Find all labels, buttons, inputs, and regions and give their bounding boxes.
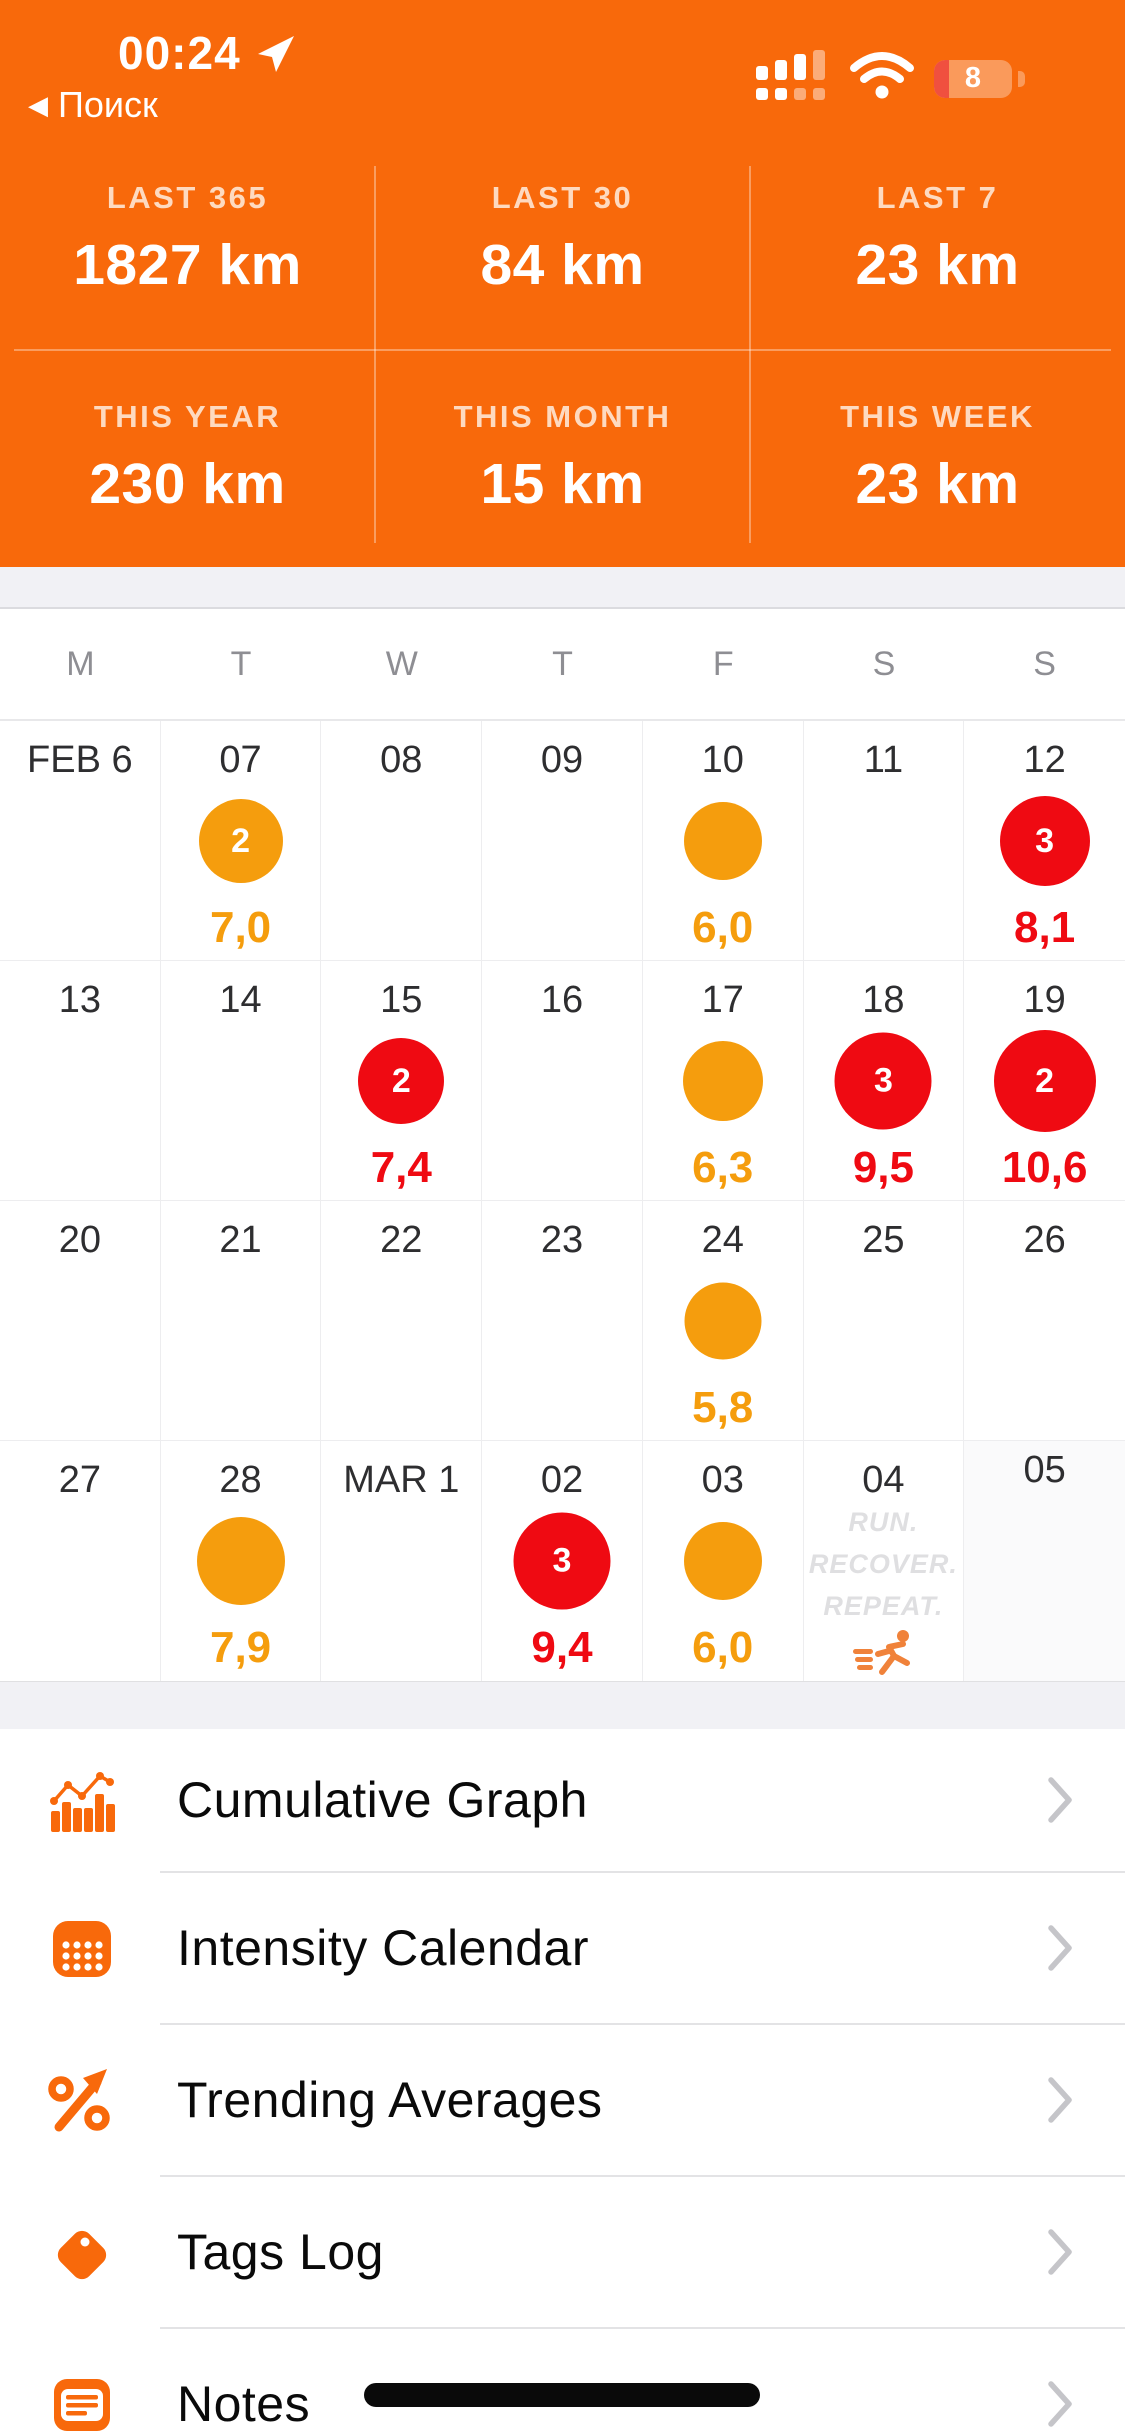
weekday-header-row xyxy=(0,609,1125,721)
day-number: 08 xyxy=(380,739,423,781)
calendar-day-cell[interactable] xyxy=(0,1441,161,1681)
home-indicator[interactable] xyxy=(364,2383,760,2407)
notes-icon xyxy=(47,2369,117,2436)
day-number: 02 xyxy=(540,1459,584,1501)
day-number: 12 xyxy=(1023,739,1066,781)
stat-label: THIS WEEK xyxy=(840,398,1035,434)
distance-value: 9,5 xyxy=(852,1143,914,1192)
day-number: 13 xyxy=(58,979,101,1021)
activity-count: 2 xyxy=(391,1061,411,1100)
stat-value: 23 km xyxy=(855,233,1020,298)
activity-count: 2 xyxy=(231,821,251,860)
menu-item-label: Trending Averages xyxy=(177,2072,603,2128)
chevron-right-icon xyxy=(1047,2228,1073,2276)
status-time: 00:24 xyxy=(118,27,241,79)
battery-icon xyxy=(934,60,1012,98)
calendar-day-cell[interactable] xyxy=(0,721,161,961)
calendar-day-cell[interactable] xyxy=(0,1201,161,1441)
day-number: 21 xyxy=(219,1219,262,1261)
stat-value: 23 km xyxy=(855,451,1020,516)
calendar-day-cell[interactable] xyxy=(0,961,161,1201)
stat-last-365 xyxy=(0,130,375,349)
activity-circle[interactable] xyxy=(1000,796,1090,886)
section-gap xyxy=(0,567,1125,609)
day-number: 18 xyxy=(862,979,905,1021)
calendar-day-cell[interactable] xyxy=(643,961,804,1201)
activity-count: 3 xyxy=(873,1061,893,1100)
day-number: 10 xyxy=(701,739,744,781)
stat-value: 84 km xyxy=(480,233,645,298)
activity-circle[interactable] xyxy=(513,1513,610,1610)
menu-item-trending-averages[interactable] xyxy=(0,2025,1125,2175)
stat-label: LAST 365 xyxy=(106,180,269,216)
calendar-day-cell[interactable] xyxy=(964,1441,1125,1681)
day-number: 24 xyxy=(701,1219,744,1261)
distance-value: 7,4 xyxy=(370,1143,432,1192)
stat-value: 230 km xyxy=(89,451,286,516)
calendar-day-cell[interactable] xyxy=(321,721,482,961)
stat-label: LAST 7 xyxy=(876,180,999,216)
activity-circle[interactable] xyxy=(994,1030,1096,1132)
distance-value: 6,0 xyxy=(692,1623,754,1672)
day-number: 11 xyxy=(863,739,904,781)
chevron-right-icon xyxy=(1047,1776,1073,1824)
day-number: 04 xyxy=(862,1459,905,1501)
battery-fill xyxy=(934,60,949,98)
weekday-label: W xyxy=(385,644,418,683)
section-gap xyxy=(0,1681,1125,1729)
activity-circle[interactable] xyxy=(835,1033,932,1130)
stat-label: THIS MONTH xyxy=(453,398,672,434)
menu-item-label: Cumulative Graph xyxy=(177,1772,588,1828)
wifi-icon xyxy=(850,52,914,105)
activity-circle[interactable] xyxy=(197,1517,285,1605)
status-icons xyxy=(744,50,1025,107)
day-number: 05 xyxy=(1023,1449,1066,1491)
runner-icon xyxy=(804,1627,964,1675)
calendar-day-cell[interactable] xyxy=(964,721,1125,961)
day-number: 17 xyxy=(701,979,744,1021)
calendar-day-cell[interactable] xyxy=(321,961,482,1201)
activity-circle[interactable] xyxy=(684,1283,761,1360)
tag-icon xyxy=(47,2217,117,2287)
menu-item-tags-log[interactable] xyxy=(0,2177,1125,2327)
stat-value: 15 km xyxy=(480,451,645,516)
battery-percent: 8 xyxy=(964,62,982,94)
activity-count: 3 xyxy=(1035,821,1055,860)
calendar-day-cell[interactable] xyxy=(161,1201,322,1441)
back-triangle-icon: ◀ xyxy=(28,90,48,120)
activity-count: 2 xyxy=(1035,1061,1055,1100)
day-number: 03 xyxy=(701,1459,744,1501)
percent-trend-icon xyxy=(47,2065,117,2135)
day-number: 28 xyxy=(219,1459,262,1501)
back-label: Поиск xyxy=(58,84,158,125)
back-to-search-button[interactable] xyxy=(28,84,158,126)
calendar-day-cell[interactable] xyxy=(643,1441,804,1681)
calendar-day-cell[interactable] xyxy=(964,961,1125,1201)
distance-stats-grid xyxy=(0,130,1125,567)
distance-value: 7,9 xyxy=(209,1623,272,1672)
distance-value: 10,6 xyxy=(1001,1143,1088,1192)
calendar-day-cell[interactable] xyxy=(161,961,322,1201)
day-number: 15 xyxy=(380,979,423,1021)
weekday-label: S xyxy=(872,644,896,683)
activity-circle[interactable] xyxy=(684,1522,762,1600)
distance-value: 9,4 xyxy=(531,1623,593,1672)
weekday-label: S xyxy=(1033,644,1056,683)
calendar-day-cell[interactable] xyxy=(643,721,804,961)
stats-divider-vertical xyxy=(749,166,751,543)
day-number: 26 xyxy=(1023,1219,1066,1261)
calendar-day-cell[interactable] xyxy=(321,1201,482,1441)
tools-menu xyxy=(0,1729,1125,2436)
day-number: 23 xyxy=(540,1219,584,1261)
calendar-grid xyxy=(0,721,1125,1681)
day-number: 09 xyxy=(540,739,584,781)
battery-nub xyxy=(1018,71,1025,87)
calendar-day-cell[interactable] xyxy=(804,721,965,961)
day-number: 16 xyxy=(540,979,584,1021)
menu-item-cumulative-graph[interactable] xyxy=(0,1729,1125,1871)
activity-circle[interactable] xyxy=(199,799,283,883)
distance-value: 8,1 xyxy=(1014,903,1076,952)
calendar-day-cell[interactable] xyxy=(482,961,643,1201)
weekday-label: F xyxy=(712,644,734,683)
activity-circle[interactable] xyxy=(683,1041,763,1121)
menu-item-label: Intensity Calendar xyxy=(177,1920,590,1976)
calendar-day-cell[interactable] xyxy=(643,1201,804,1441)
calendar-day-cell[interactable] xyxy=(804,961,965,1201)
day-number: MAR 1 xyxy=(343,1459,460,1501)
calendar-day-cell[interactable] xyxy=(482,1441,643,1681)
distance-value: 5,8 xyxy=(692,1383,754,1432)
weekday-label: T xyxy=(230,644,252,683)
day-number: 27 xyxy=(58,1459,101,1501)
day-number: 19 xyxy=(1023,979,1066,1021)
cellular-signal-icon xyxy=(744,50,830,107)
calendar-icon xyxy=(47,1913,117,1983)
calendar-day-cell[interactable] xyxy=(321,1441,482,1681)
calendar-day-cell[interactable] xyxy=(161,1441,322,1681)
calendar-day-cell[interactable] xyxy=(482,721,643,961)
distance-value: 6,0 xyxy=(692,903,754,952)
menu-item-label: Notes xyxy=(177,2376,311,2432)
distance-value: 6,3 xyxy=(692,1143,754,1192)
menu-item-label: Tags Log xyxy=(177,2224,384,2280)
activity-circle[interactable] xyxy=(684,802,762,880)
watermark-text: RUN. RECOVER. REPEAT. xyxy=(808,1507,958,1621)
day-number: 20 xyxy=(58,1219,101,1261)
stat-this-week xyxy=(750,349,1125,568)
chevron-right-icon xyxy=(1047,2076,1073,2124)
chevron-right-icon xyxy=(1047,2380,1073,2428)
stat-label: LAST 30 xyxy=(491,180,634,216)
stat-this-year xyxy=(0,349,375,568)
stat-value: 1827 km xyxy=(73,233,302,298)
stats-divider-vertical xyxy=(374,166,376,543)
location-arrow-icon xyxy=(256,34,296,79)
calendar-day-cell[interactable] xyxy=(804,1201,965,1441)
stat-last-30 xyxy=(375,130,750,349)
summary-header xyxy=(0,0,1125,567)
stat-last-7 xyxy=(750,130,1125,349)
activity-count: 3 xyxy=(552,1541,572,1580)
calendar-day-cell[interactable] xyxy=(964,1201,1125,1441)
chevron-right-icon xyxy=(1047,1924,1073,1972)
stat-this-month xyxy=(375,349,750,568)
activity-circle[interactable] xyxy=(358,1038,444,1124)
calendar-day-cell[interactable] xyxy=(804,1441,965,1681)
day-number: FEB 6 xyxy=(27,739,133,781)
stats-divider-horizontal xyxy=(14,349,1111,351)
bar-line-chart-icon xyxy=(47,1765,117,1835)
stat-label: THIS YEAR xyxy=(93,398,282,434)
calendar-day-cell[interactable] xyxy=(161,721,322,961)
day-number: 14 xyxy=(219,979,262,1021)
weekday-label: T xyxy=(552,644,573,683)
day-number: 25 xyxy=(862,1219,905,1261)
day-number: 22 xyxy=(380,1219,423,1261)
day-number: 07 xyxy=(219,739,262,781)
distance-value: 7,0 xyxy=(209,903,272,952)
calendar-day-cell[interactable] xyxy=(482,1201,643,1441)
menu-item-intensity-calendar[interactable] xyxy=(0,1873,1125,2023)
weekday-label: M xyxy=(66,644,95,683)
